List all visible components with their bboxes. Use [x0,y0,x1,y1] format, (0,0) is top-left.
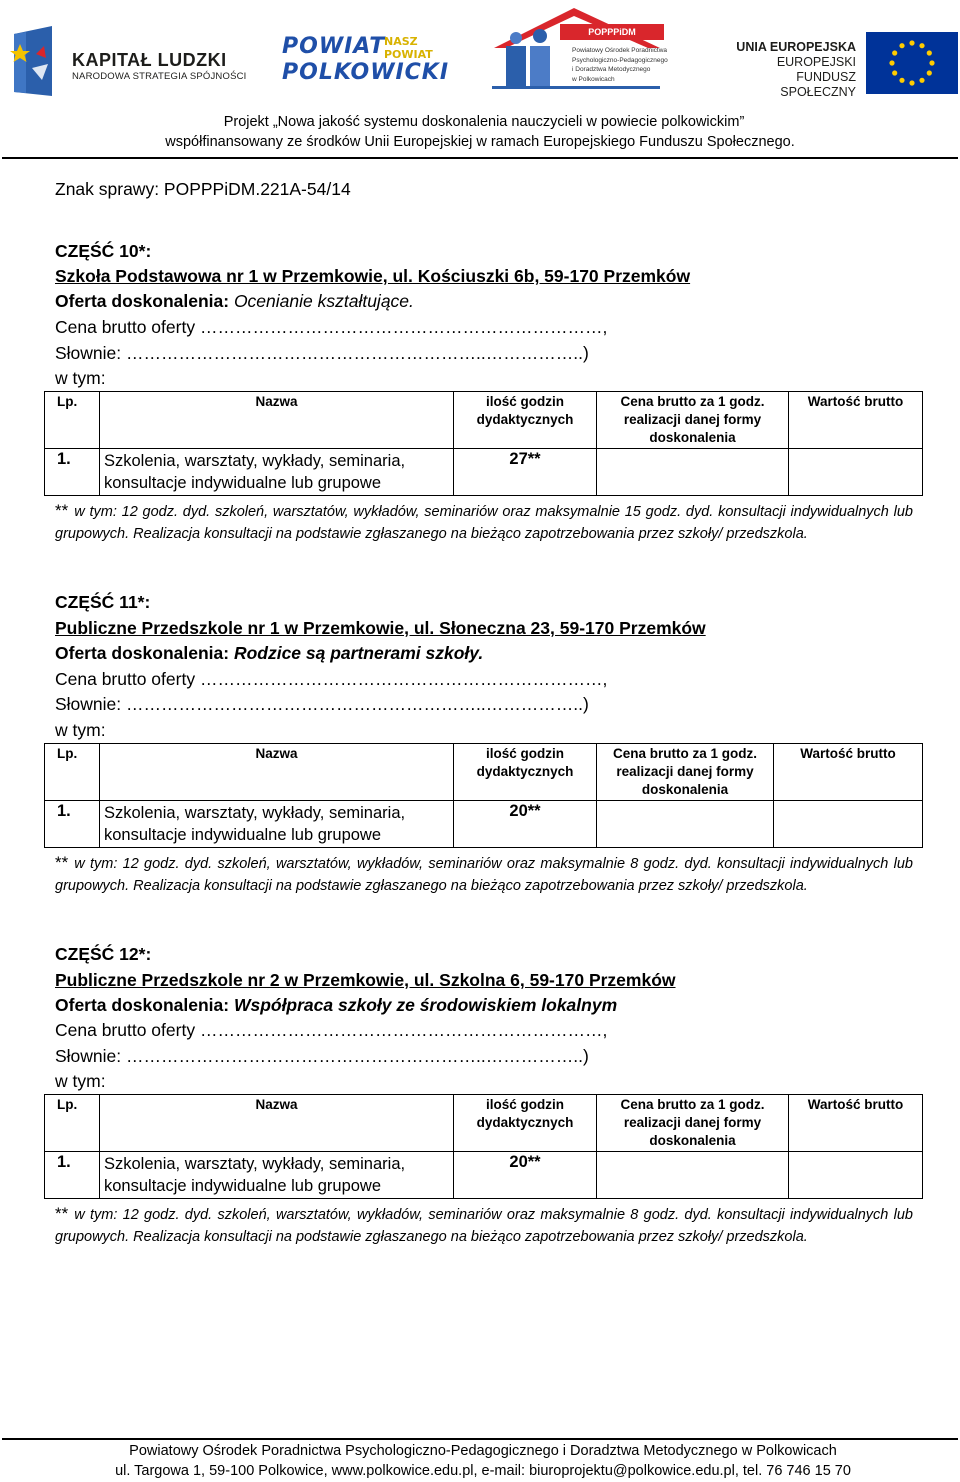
col-lp-header: Lp. [45,392,100,449]
poppp-line: Psychologiczno-Pedagogicznego [572,56,668,64]
col-name-header: Nazwa [100,744,454,801]
polkowicki-word: POLKOWICKI [282,60,450,85]
school-address: Szkoła Podstawowa nr 1 w Przemkowie, ul. Kościuszki 6b, 59-170 Przemków [55,266,691,286]
eu-logo-text [724,40,856,100]
project-title-line: Projekt „Nowa jakość systemu doskonalenia nauczycieli w powiecie polkowickim” [223,114,745,130]
price-field[interactable]: Cena brutto oferty ……………………………………………………………, [55,1020,608,1040]
nasz-powiat-word: POWIAT [384,48,433,61]
col-value-header: Wartość brutto [789,1095,923,1152]
col-lp-header: Lp. [45,1095,100,1152]
offer-table [44,1094,923,1199]
part-title: CZĘŚĆ 11*: [55,592,151,612]
offer-name: Rodzice są partnerami szkoły. [233,643,484,663]
price-header-line: doskonalenia [649,1133,736,1148]
offer-label: Oferta doskonalenia: [55,643,234,663]
row-value-cell[interactable] [789,449,923,496]
offer-line [55,995,617,1016]
col-price-header [597,744,774,801]
words-field[interactable]: Słownie: ……………………………………………………..……………..) [55,1046,589,1066]
eu-star-icon [899,43,904,48]
price-header-line: realizacji danej formy [623,412,762,427]
in-that-label: w tym: [55,1071,106,1091]
row-name-line: konsultacje indywidualne lub grupowe [104,1177,382,1195]
row-price-cell[interactable] [597,449,789,496]
offer-label: Oferta doskonalenia: [55,995,234,1015]
page-header [0,0,960,162]
price-header-line: Cena brutto za 1 godz. [620,1097,765,1112]
words-field[interactable]: Słownie: ……………………………………………………..……………..) [55,343,589,363]
col-hours-header [454,392,597,449]
poppp-line: i Doradztwa Metodycznego [572,66,651,73]
part-note [55,1203,913,1248]
eu-star-icon [892,70,897,75]
part-note [55,500,913,545]
footer-divider [2,1438,958,1440]
price-header-line: Cena brutto za 1 godz. [612,746,757,761]
poppp-logo [484,6,674,92]
offer-table [44,743,923,848]
col-price-header [597,392,789,449]
hours-header-line: ilość godzin [485,746,564,761]
eu-star-icon [929,60,934,65]
offer-line [55,643,483,664]
price-header-line: doskonalenia [649,430,736,445]
price-header-line: doskonalenia [641,782,729,797]
eu-line: FUNDUSZ SPOŁECZNY [780,70,856,99]
offer-name: Ocenianie kształtujące. [233,291,414,311]
table-row [45,801,923,848]
col-value-header: Wartość brutto [774,744,923,801]
row-lp: 1. [45,801,100,848]
hours-header-line: ilość godzin [485,394,564,409]
table-row [45,449,923,496]
case-number: Znak sprawy: POPPPiDM.221A-54/14 [55,179,351,199]
col-hours-header [454,744,597,801]
row-hours: 20** [454,801,597,848]
powiat-word: POWIAT [282,34,386,59]
note-text: w tym: 12 godz. dyd. szkoleń, warsztatów, wykładów, seminariów oraz maksymalnie 15 godz. dyd. konsultacji indywidualnych lub grupowych. Realizacja konsultacji na podstawie zgłaszanego na bieżąco zapotrzebowania przez szkoły/ przedszkola. [55,504,913,542]
eu-star-icon [909,40,914,45]
price-header-line: realizacji danej formy [623,1115,762,1130]
eu-star-icon [919,43,924,48]
poppp-line: Powiatowy Ośrodek Poradnictwa [572,47,668,54]
nasz-word: NASZ [384,35,418,48]
col-lp-header: Lp. [45,744,100,801]
note-text: w tym: 12 godz. dyd. szkoleń, warsztatów, wykładów, seminariów oraz maksymalnie 8 godz. dyd. konsultacji indywidualnych lub grupowych. Realizacja konsultacji na podstawie zgłaszanego na bieżąco zapotrzebowania przez szkoły/ przedszkola. [55,1207,913,1245]
row-hours: 20** [454,1152,597,1199]
col-hours-header [454,1095,597,1152]
words-field[interactable]: Słownie: ……………………………………………………..……………..) [55,694,589,714]
powiat-polkowicki-logo [282,34,450,88]
kapital-ludzki-title: KAPITAŁ LUDZKI [72,50,227,70]
kapital-ludzki-subtitle: NARODOWA STRATEGIA SPÓJNOŚCI [72,71,247,82]
school-address: Publiczne Przedszkole nr 1 w Przemkowie, ul. Słoneczna 23, 59-170 Przemków [55,618,706,638]
note-text: w tym: 12 godz. dyd. szkoleń, warsztatów, wykładów, seminariów oraz maksymalnie 8 godz. dyd. konsultacji indywidualnych lub grupowych. Realizacja konsultacji na podstawie zgłaszanego na bieżąco zapotrzebowania przez szkoły/ przedszkola. [55,856,913,894]
eu-star-icon [919,78,924,83]
hours-header-line: ilość godzin [485,1097,564,1112]
col-name-header: Nazwa [100,1095,454,1152]
poppp-line: w Polkowicach [572,75,615,83]
note-star: ** [55,853,69,872]
row-name [100,801,454,848]
table-header-row [45,392,923,449]
eu-flag-icon [866,32,958,94]
in-that-label: w tym: [55,720,106,740]
eu-line: EUROPEJSKI [776,55,856,69]
row-lp: 1. [45,449,100,496]
poppp-banner: POPPPiDM [560,24,664,40]
col-name-header: Nazwa [100,392,454,449]
school-address: Publiczne Przedszkole nr 2 w Przemkowie, ul. Szkolna 6, 59-170 Przemków [55,970,676,990]
row-hours: 27** [454,449,597,496]
row-name-line: konsultacje indywidualne lub grupowe [104,474,382,492]
offer-label: Oferta doskonalenia: [55,291,234,311]
note-star: ** [55,501,69,520]
eu-star-icon [899,78,904,83]
price-field[interactable]: Cena brutto oferty ……………………………………………………………, [55,317,608,337]
part-title: CZĘŚĆ 10*: [55,241,152,261]
eu-star-icon [892,50,897,55]
table-row [45,1152,923,1199]
hours-header-line: dydaktycznych [476,412,574,427]
footer-contact: ul. Targowa 1, 59-100 Polkowice, www.polkowice.edu.pl, e-mail: biuroprojektu@polkowice.edu.pl, tel. 76 746 15 70 [115,1463,851,1479]
row-name [100,1152,454,1199]
header-divider [2,157,958,159]
project-funding-line: współfinansowany ze środków Unii Europejskiej w ramach Europejskiego Funduszu Społecznego. [165,134,795,150]
row-name-line: konsultacje indywidualne lub grupowe [104,826,382,844]
col-price-header [597,1095,789,1152]
eu-line: UNIA EUROPEJSKA [736,40,856,54]
eu-star-icon [889,60,894,65]
hours-header-line: dydaktycznych [476,1115,574,1130]
col-value-header: Wartość brutto [789,392,923,449]
table-header-row [45,744,923,801]
poppp-description [572,46,676,84]
note-star: ** [55,1204,69,1223]
row-price-cell[interactable] [597,1152,789,1199]
eu-star-icon [927,70,932,75]
price-header-line: Cena brutto za 1 godz. [620,394,765,409]
table-header-row [45,1095,923,1152]
footer-institution: Powiatowy Ośrodek Poradnictwa Psychologiczno-Pedagogicznego i Doradztwa Metodycznego w Polkowicach [129,1443,837,1459]
in-that-label: w tym: [55,368,106,388]
part-note [55,852,913,897]
offer-table [44,391,923,496]
price-header-line: realizacji danej formy [616,764,754,779]
eu-star-icon [927,50,932,55]
offer-name: Współpraca szkoły ze środowiskiem lokalnym [233,995,618,1015]
kapital-ludzki-logo-icon [6,24,54,98]
row-value-cell[interactable] [789,1152,923,1199]
row-name-line: Szkolenia, warsztaty, wykłady, seminaria, [104,804,406,822]
row-name-line: Szkolenia, warsztaty, wykłady, seminaria, [104,1155,406,1173]
offer-line [55,291,414,312]
row-value-cell[interactable] [774,801,923,848]
price-field[interactable]: Cena brutto oferty ……………………………………………………………, [55,669,608,689]
row-name-line: Szkolenia, warsztaty, wykłady, seminaria, [104,452,406,470]
row-lp: 1. [45,1152,100,1199]
row-name [100,449,454,496]
part-title: CZĘŚĆ 12*: [55,944,152,964]
eu-star-icon [909,80,914,85]
hours-header-line: dydaktycznych [476,764,574,779]
row-price-cell[interactable] [597,801,774,848]
